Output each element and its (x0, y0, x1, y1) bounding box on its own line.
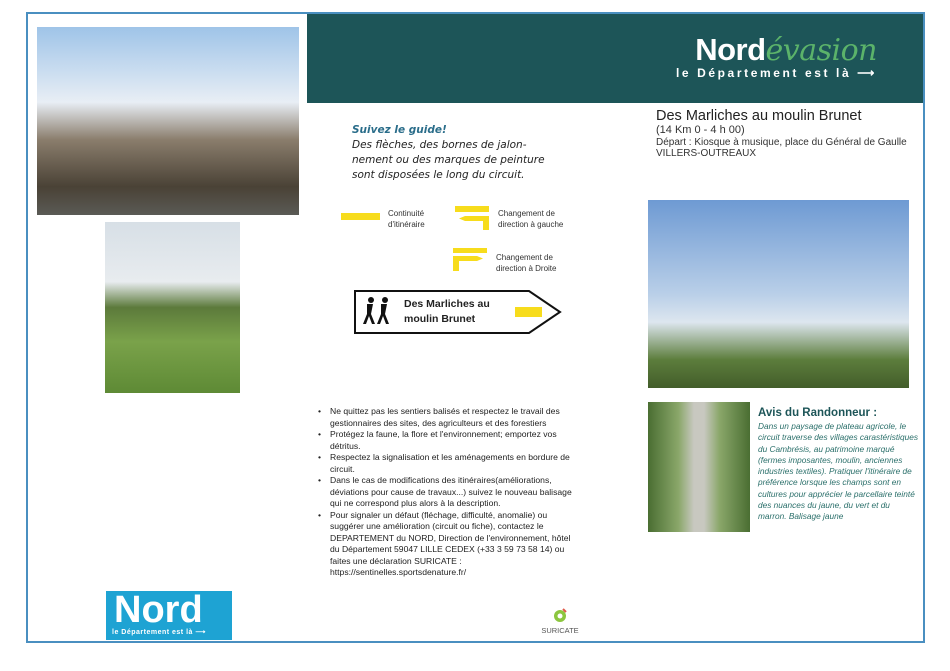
review-heading: Avis du Randonneur : (758, 407, 878, 419)
nord-logo-text: Nord (114, 589, 203, 631)
rule-item: • Dans le cas de modifications des itinéraires(améliorations, déviations pour cause de travaux...) suivez le nouveau balisage qui ne correspond plus alors à la description. (318, 475, 580, 510)
rule-item: • Pour signaler un défaut (fléchage, difficulté, anomalie) ou suggérer une amélioration (circuit ou fiche), contactez le DEPARTEMENT du NORD, Direction de l'environnement, hôtel du Département 59047 LILLE CEDEX (+33 3 59 73 58 14) ou faites une déclaration SURICATE : https://sentinelles.sportsdenature.fr/ (318, 510, 580, 579)
guide-line: Des flèches, des bornes de jalon- (352, 139, 527, 151)
sign-line: Des Marliches au (404, 298, 490, 310)
windmill-photo (648, 200, 909, 388)
nord-logo-tagline: le Département est là ⟶ (112, 629, 206, 636)
route-depart: Départ : Kiosque à musique, place du Général de Gaulle (656, 137, 907, 148)
sign-text (404, 297, 490, 327)
sign-line: moulin Brunet (404, 313, 476, 325)
rules-list (318, 406, 580, 579)
route-town: VILLERS-OUTREAUX (656, 148, 757, 159)
guide-line: nement ou des marques de peinture (352, 154, 545, 166)
guide-heading: Suivez le guide! (352, 124, 447, 136)
guide-text (352, 123, 545, 183)
suricate-text: SURICATE (541, 626, 579, 635)
review-text: Dans un paysage de plateau agricole, le circuit traverse des villages carastéristiques du Cambrésis, au patrimoine marqué (fermes imposantes, moulin, anciennes industries textiles). Pratiquer l'itinéraire de préférence lorsque les champs sont en cultures pour apprécier le parcellaire teinté des nuances du jaune, du vert et du marron. Balisage jaune (758, 421, 919, 522)
header-banner (307, 14, 923, 103)
logo-tagline: le Département est là ⟶ (675, 66, 877, 80)
guide-line: sont disposées le long du circuit. (352, 169, 525, 181)
continuity-mark-icon (341, 213, 380, 220)
suricate-logo (535, 608, 585, 635)
route-info (656, 108, 907, 159)
nord-logo (106, 591, 232, 640)
legend-turn-right: Changement de direction à Droite (496, 253, 557, 273)
windmill-cows-photo (105, 222, 240, 393)
rule-item: • Respectez la signalisation et les aménagements en bordure de circuit. (318, 452, 580, 475)
suricate-pin-icon (552, 608, 568, 624)
rule-item: • Ne quittez pas les sentiers balisés et respectez le travail des gestionnaires des sites, des agriculteurs et des forestiers (318, 406, 580, 429)
legend-turn-left: Changement de direction à gauche (498, 209, 564, 229)
route-distance: (14 Km 0 - 4 h 00) (656, 124, 745, 136)
rule-item: • Protégez la faune, la flore et l'environnement; emportez vos détritus. (318, 429, 580, 452)
route-title: Des Marliches au moulin Brunet (656, 108, 862, 124)
church-photo (37, 27, 299, 215)
nord-evasion-logo: Nordévasion (695, 32, 877, 68)
sign-yellow-mark (515, 307, 542, 317)
tree-alley-photo (648, 402, 750, 532)
legend-continuity: Continuité d'itinéraire (388, 209, 425, 229)
hiker-review (758, 407, 918, 523)
